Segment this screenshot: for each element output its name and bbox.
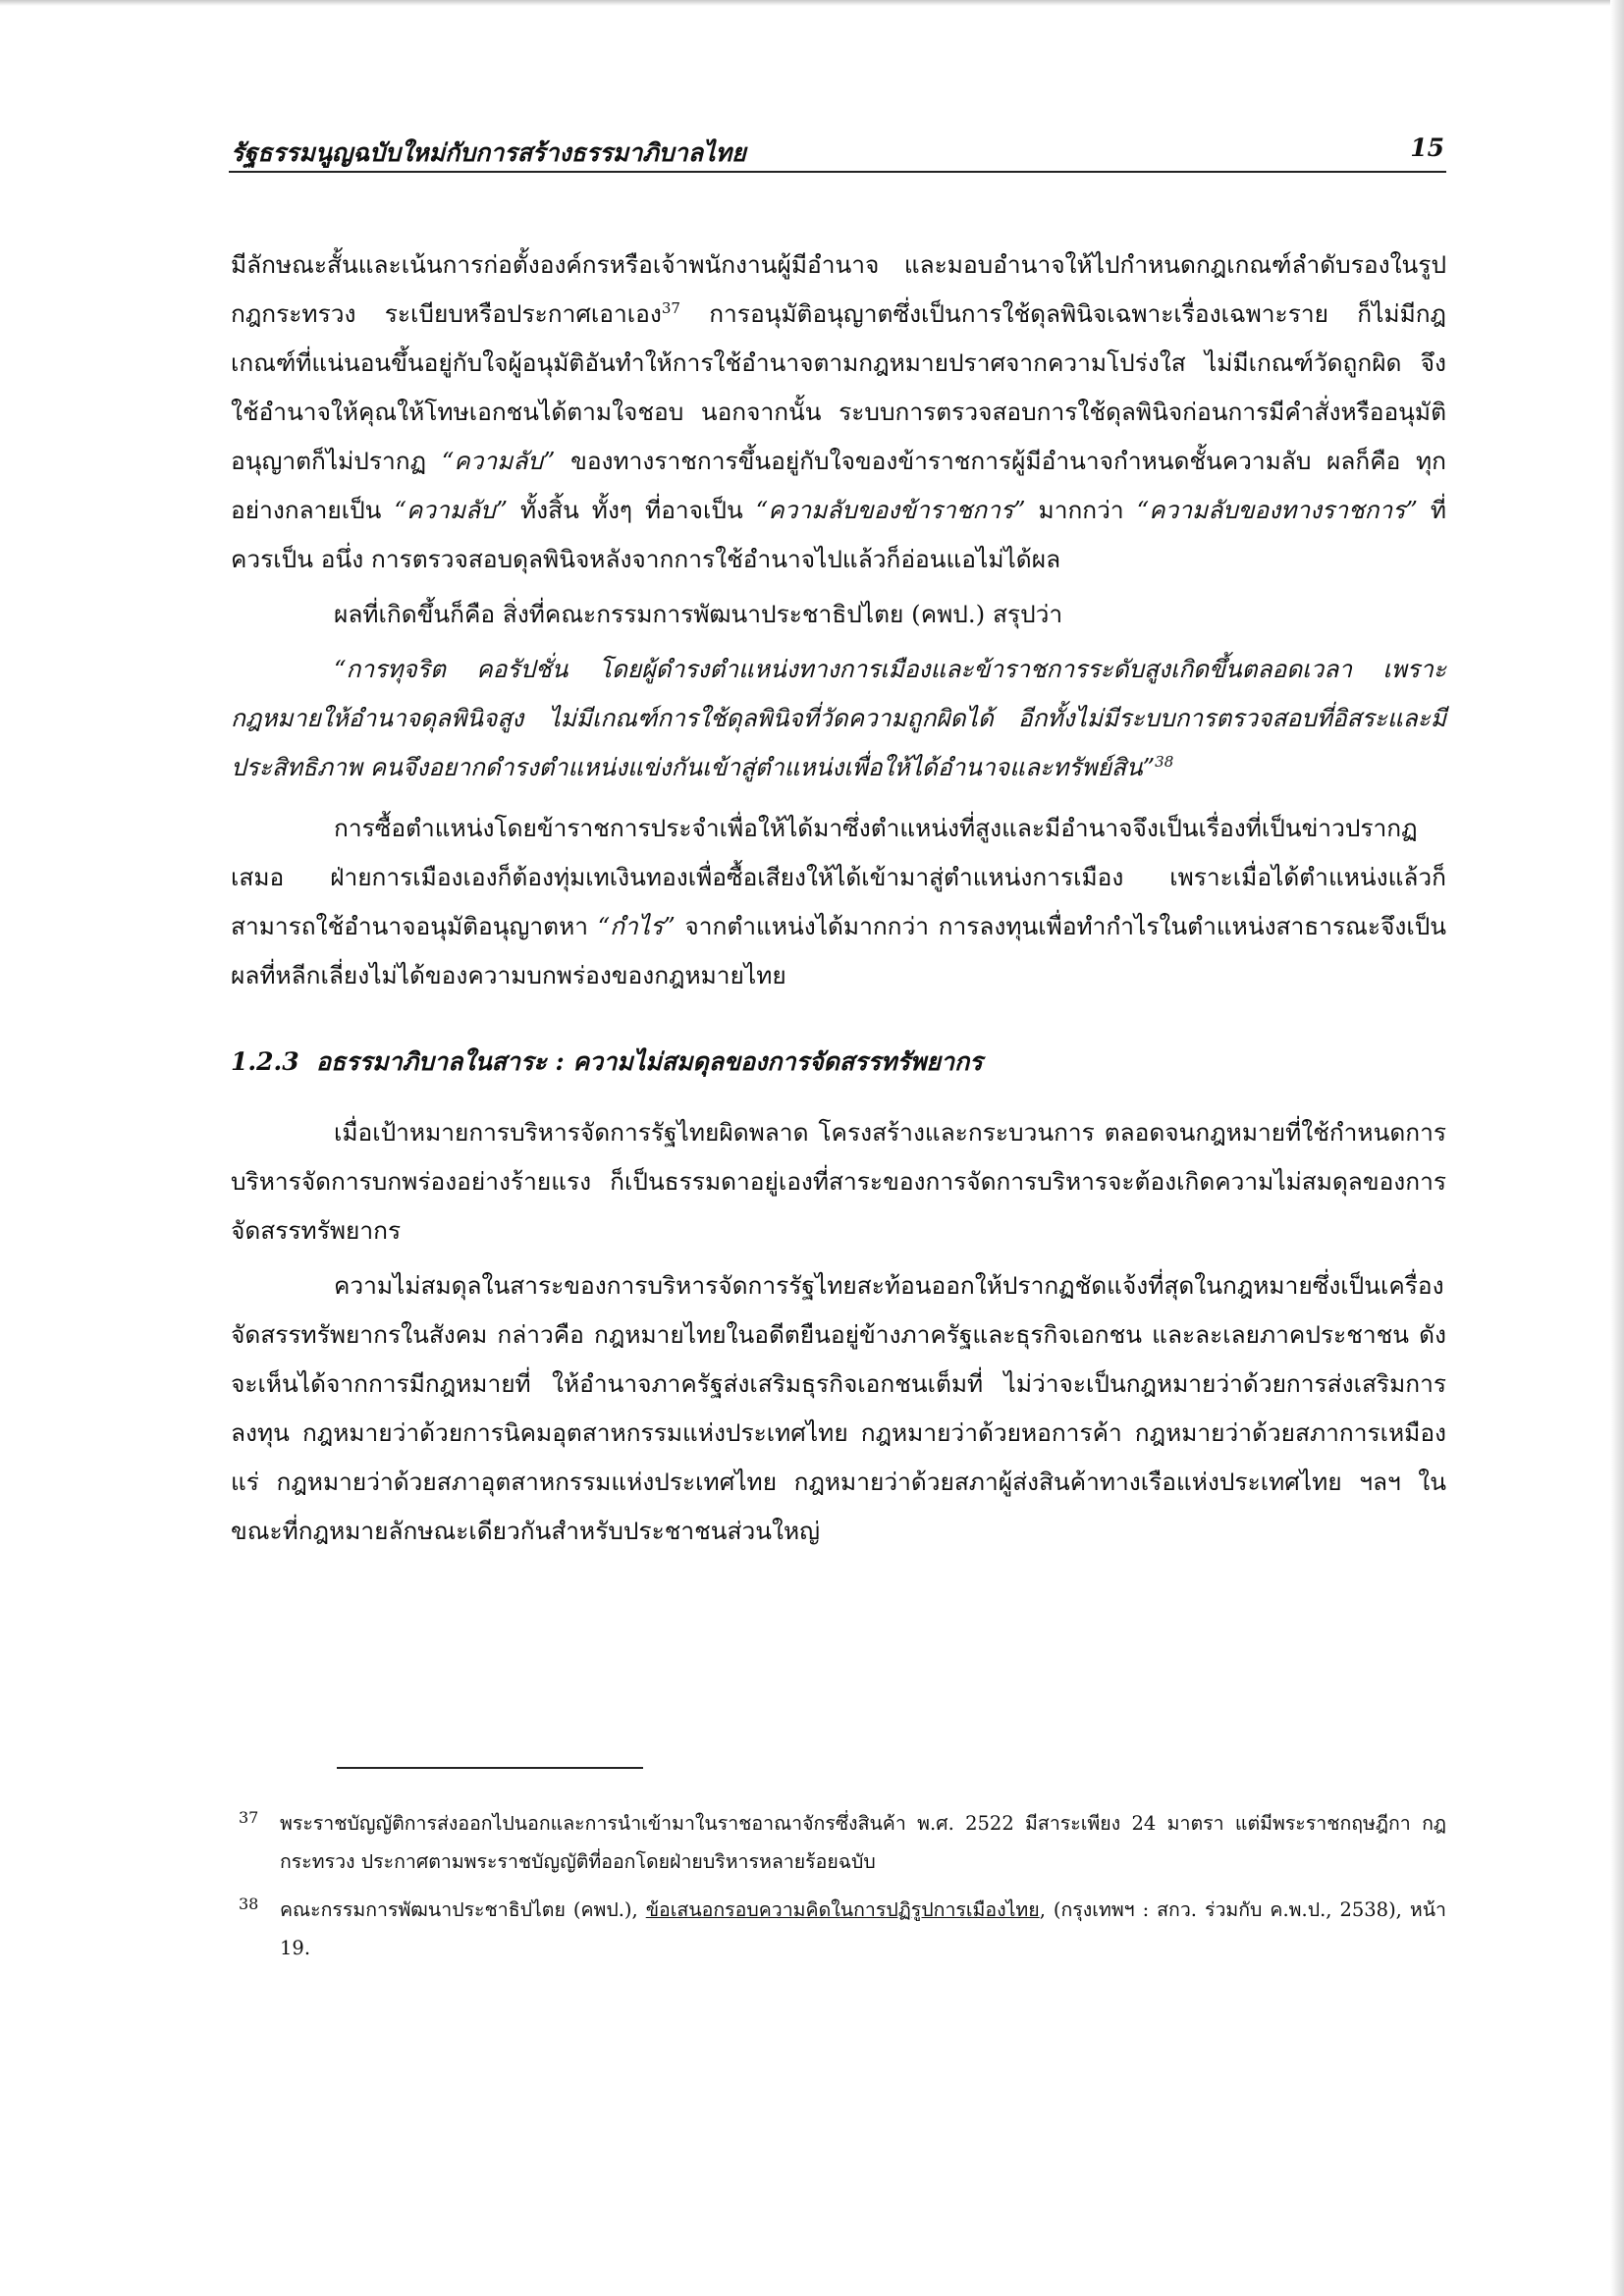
paragraph-3-text: การซื้อตำแหน่งโดยข้าราชการประจำเพื่อให้ได้มาซึ่งตำแหน่งที่สูงและมีอำนาจจึงเป็นเรื่องที่เป็นข่าวปรากฏเสมอ ฝ่ายการเมืองเองก็ต้องทุ่มเทเงินทองเพื่อซื้อเสียงให้ได้เข้ามาสู่ตำแหน่งการเมือง เพราะเมื่อได้ตำแหน่งแล้วก็สามารถใช้อำนาจอนุมัติอนุญาตหา: [231, 814, 1446, 940]
section-heading: [231, 1038, 1446, 1087]
main-text: [231, 240, 1446, 1562]
quoted-term-secret-2: “ความลับ”: [394, 496, 509, 524]
footnote-ref-38[interactable]: 38: [1155, 752, 1174, 771]
paragraph-5: ความไม่สมดุลในสาระของการบริหารจัดการรัฐไทยสะท้อนออกให้ปรากฏชัดแจ้งที่สุดในกฎหมายซึ่งเป็นเครื่องจัดสรรทรัพยากรในสังคม กล่าวคือ กฎหมายไทยในอดีตยืนอยู่ข้างภาครัฐและธุรกิจเอกชน และละเลยภาคประชาชน ดังจะเห็นได้จากการมีกฎหมายที่ ให้อำนาจภาครัฐส่งเสริมธุรกิจเอกชนเต็มที่ ไม่ว่าจะเป็นกฎหมายว่าด้วยการส่งเสริมการลงทุน กฎหมายว่าด้วยการนิคมอุตสาหกรรมแห่งประเทศไทย กฎหมายว่าด้วยหอการค้า กฎหมายว่าด้วยสภาการเหมืองแร่ กฎหมายว่าด้วยสภาอุตสาหกรรมแห่งประเทศไทย กฎหมายว่าด้วยสภาผู้ส่งสินค้าทางเรือแห่งประเทศไทย ฯลฯ ในขณะที่กฎหมายลักษณะเดียวกันสำหรับประชาชนส่วนใหญ่: [231, 1271, 1446, 1545]
paragraph-1-text: มีลักษณะสั้นและเน้นการก่อตั้งองค์กรหรือเจ้าพนักงานผู้มีอำนาจ และมอบอำนาจให้ไปกำหนดกฎเกณฑ์ลำดับรองในรูปกฎกระทรวง ระเบียบหรือประกาศเอาเอง: [231, 250, 1446, 328]
section-number: 1.2.3: [231, 1047, 299, 1076]
paragraph-1-text-5: มากกว่า: [1025, 496, 1137, 524]
quoted-term-official-secret: “ความลับของทางราชการ”: [1136, 496, 1418, 524]
paragraph-2: ผลที่เกิดขึ้นก็คือ สิ่งที่คณะกรรมการพัฒนาประชาธิปไตย (คพป.) สรุปว่า: [334, 600, 1063, 628]
scan-edge-right: [1610, 0, 1624, 2296]
scan-edge-top: [0, 0, 1624, 6]
footnote-38: [239, 1891, 1446, 1967]
block-quote: [231, 645, 1446, 792]
block-quote-text: “การทุจริต คอรัปชั่น โดยผู้ดำรงตำแหน่งทางการเมืองและข้าราชการระดับสูงเกิดขึ้นตลอดเวลา เพราะกฎหมายให้อำนาจดุลพินิจสูง ไม่มีเกณฑ์การใช้ดุลพินิจที่วัดความถูกผิดได้ อีกทั้งไม่มีระบบการตรวจสอบที่อิสระและมีประสิทธิภาพ คนจึงอยากดำรงตำแหน่งแข่งกันเข้าสู่ตำแหน่งเพื่อให้ได้อำนาจและทรัพย์สิน”: [231, 655, 1446, 781]
footnotes: [239, 1804, 1446, 1977]
quoted-term-secret-1: “ความลับ”: [441, 447, 556, 475]
footnote-separator: [337, 1767, 643, 1769]
footnote-37: [239, 1804, 1446, 1881]
paragraph-1-text-6: ที่ควรเป็น อนึ่ง การตรวจสอบดุลพินิจหลังจากการใช้อำนาจไปแล้วก็อ่อนแอไม่ได้ผล: [231, 496, 1446, 573]
page-number: 15: [1410, 133, 1444, 162]
quoted-term-profit: “กำไร”: [597, 912, 676, 940]
paragraph-1-text-4: ทั้งสิ้น ทั้งๆ ที่อาจเป็น: [508, 496, 756, 524]
running-header: [229, 122, 1446, 173]
footnote-text: คณะกรรมการพัฒนาประชาธิปไตย (คพป.),: [280, 1898, 646, 1921]
paragraph-1-text-3: ของทางราชการขึ้นอยู่กับใจของข้าราชการผู้มีอำนาจกำหนดชั้นความลับ ผลก็คือ ทุกอย่างกลายเป็น: [231, 447, 1446, 524]
section-title: อธรรมาภิบาลในสาระ : ความไม่สมดุลของการจัดสรรทรัพยากร: [316, 1047, 983, 1076]
paragraph-3: [231, 804, 1446, 1000]
cited-title: ข้อเสนอกรอบความคิดในการปฏิรูปการเมืองไทย: [645, 1898, 1040, 1921]
footnote-number: 37: [239, 1808, 259, 1827]
footnote-ref-37[interactable]: 37: [661, 298, 680, 317]
footnote-number: 38: [239, 1895, 259, 1913]
footnote-text: พระราชบัญญัติการส่งออกไปนอกและการนำเข้ามาในราชอาณาจักรซึ่งสินค้า พ.ศ. 2522 มีสาระเพียง 24 มาตรา แต่มีพระราชกฤษฎีกา กฎกระทรวง ประกาศตามพระราชบัญญัติที่ออกโดยฝ่ายบริหารหลายร้อยฉบับ: [280, 1812, 1446, 1873]
footnote-text-post: , (กรุงเทพฯ : สกว. ร่วมกับ ค.พ.ป., 2538), หน้า 19.: [280, 1898, 1446, 1959]
paragraph-4: เมื่อเป้าหมายการบริหารจัดการรัฐไทยผิดพลาด โครงสร้างและกระบวนการ ตลอดจนกฎหมายที่ใช้กำหนดการบริหารจัดการบกพร่องอย่างร้ายแรง ก็เป็นธรรมดาอยู่เองที่สาระของการจัดการบริหารจะต้องเกิดความไม่สมดุลของการจัดสรรทรัพยากร: [231, 1118, 1446, 1245]
paragraph-3-text-2: จากตำแหน่งได้มากกว่า การลงทุนเพื่อทำกำไรในตำแหน่งสาธารณะจึงเป็นผลที่หลีกเลี่ยงไม่ได้ของความบกพร่องของกฎหมายไทย: [231, 912, 1447, 989]
paragraph-1: [231, 240, 1446, 584]
running-header-title: รัฐธรรมนูญฉบับใหม่กับการสร้างธรรมาภิบาลไทย: [231, 138, 746, 167]
quoted-term-officials-secret: “ความลับของข้าราชการ”: [755, 496, 1026, 524]
paragraph-1-text-2: การอนุมัติอนุญาตซึ่งเป็นการใช้ดุลพินิจเฉพาะเรื่องเฉพาะราย ก็ไม่มีกฎเกณฑ์ที่แน่นอนขึ้นอยู่กับใจผู้อนุมัติอันทำให้การใช้อำนาจตามกฎหมายปราศจากความโปร่งใส ไม่มีเกณฑ์วัดถูกผิด จึงใช้อำนาจให้คุณให้โทษเอกชนได้ตามใจชอบ นอกจากนั้น ระบบการตรวจสอบการใช้ดุลพินิจก่อนการมีคำสั่งหรืออนุมัติ อนุญาตก็ไม่ปรากฏ: [231, 299, 1446, 475]
